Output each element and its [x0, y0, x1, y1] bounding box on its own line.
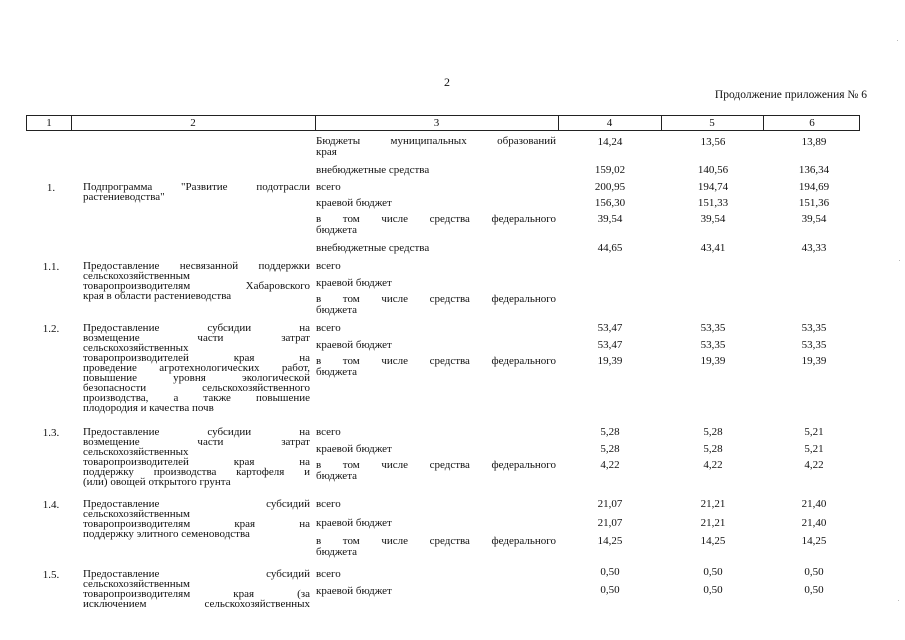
value-col-4: 39,54	[597, 213, 623, 225]
source-label: краевой бюджет	[316, 277, 392, 289]
value-col-6: 14,25	[801, 535, 827, 547]
value-col-5: 14,25	[700, 535, 726, 547]
source-label-cont: края	[316, 146, 337, 158]
value-col-4: 0,50	[600, 566, 620, 578]
value-col-6: 21,40	[801, 498, 827, 510]
value-col-5: 151,33	[697, 197, 729, 209]
value-col-5: 19,39	[700, 355, 726, 367]
value-col-6: 43,33	[801, 242, 827, 254]
source-label: всего	[316, 181, 341, 193]
value-col-6: 151,36	[798, 197, 830, 209]
value-col-6: 0,50	[804, 566, 824, 578]
value-col-6: 53,35	[801, 322, 827, 334]
source-label: всего	[316, 568, 341, 580]
item-name: Предоставление несвязанной поддержки сельскохозяйственным товаропроизводителям Хабаровского края в области растениеводства	[83, 260, 310, 302]
row-number: 1.4.	[42, 499, 60, 511]
value-col-6: 136,34	[798, 164, 830, 176]
value-col-4: 5,28	[600, 426, 620, 438]
header-col-2: 2	[190, 117, 196, 129]
source-label: в том числе средства федерального	[316, 535, 556, 547]
scan-speck	[898, 600, 899, 601]
source-label: в том числе средства федерального	[316, 459, 556, 471]
table-header	[26, 115, 860, 131]
page-number: 2	[444, 75, 450, 89]
scan-speck	[899, 260, 900, 261]
table-row	[316, 136, 556, 147]
continuation-label: Продолжение приложения № 6	[714, 89, 867, 101]
item-name: Предоставление субсидий сельскохозяйственным товаропроизводителям края на поддержку элитного семеноводства	[83, 498, 310, 540]
header-col-1: 1	[46, 117, 52, 129]
source-label: краевой бюджет	[316, 339, 392, 351]
item-name: Предоставление субсидии на возмещение части затрат сельскохозяйственных товаропроизводителей края на проведение агротехнологических работ, повышение уровня экологической безопасности сельскохозяйственного производства, а также повышение плодородия и качества почв	[83, 322, 310, 414]
header-col-4: 4	[606, 117, 613, 129]
source-label: всего	[316, 260, 341, 272]
source-label: в том числе средства федерального	[316, 355, 556, 367]
value-col-4: 21,07	[597, 498, 623, 510]
header-col-6: 6	[809, 117, 815, 129]
source-label: всего	[316, 498, 341, 510]
value-col-4: 53,47	[597, 322, 623, 334]
source-label: в том числе средства федерального	[316, 213, 556, 225]
value-col-4: 44,65	[597, 242, 623, 254]
header-col-5: 5	[709, 117, 715, 129]
row-number: 1.	[46, 182, 56, 194]
value-col-6: 39,54	[801, 213, 827, 225]
value-col-5: 21,21	[700, 517, 726, 529]
source-label: в том числе средства федерального	[316, 293, 556, 305]
source-label-cont: бюджета	[316, 304, 358, 316]
value-col-6: 0,50	[804, 584, 824, 596]
value-col-4: 4,22	[600, 459, 620, 471]
value-col-5: 4,22	[703, 459, 723, 471]
source-label: внебюджетные средства	[316, 164, 430, 176]
source-label: всего	[316, 322, 341, 334]
value-col-6: 4,22	[804, 459, 824, 471]
header-col-3: 3	[433, 117, 440, 129]
item-name: Предоставление субсидий сельскохозяйственным товаропроизводителям края (за исключением сельскохозяйственных	[83, 568, 310, 610]
value-col-5: 0,50	[703, 566, 723, 578]
value-col-4: 14,25	[597, 535, 623, 547]
value-col-4: 19,39	[597, 355, 623, 367]
row-number: 1.2.	[42, 323, 60, 335]
value-col-6: 194,69	[798, 181, 830, 193]
value-col-4: 200,95	[594, 181, 626, 193]
item-name: Предоставление субсидии на возмещение части затрат сельскохозяйственных товаропроизводителей края на поддержку производства картофеля и (или) овощей открытого грунта	[83, 426, 310, 488]
value-col-6: 19,39	[801, 355, 827, 367]
source-label: краевой бюджет	[316, 585, 392, 597]
value-col-6: 5,21	[804, 443, 824, 455]
source-label: внебюджетные средства	[316, 242, 430, 254]
source-label: всего	[316, 426, 341, 438]
value-col-4: 156,30	[594, 197, 626, 209]
value-col-6: 13,89	[801, 136, 827, 148]
value-col-5: 13,56	[700, 136, 726, 148]
value-col-6: 53,35	[801, 339, 827, 351]
row-number: 1.1.	[42, 261, 60, 273]
value-col-5: 39,54	[700, 213, 726, 225]
row-number: 1.3.	[42, 427, 60, 439]
value-col-4: 5,28	[600, 443, 620, 455]
value-col-5: 194,74	[697, 181, 729, 193]
scan-speck	[897, 40, 898, 41]
item-name: Подпрограмма "Развитие подотрасли растениеводства"	[83, 181, 310, 203]
row-number: 1.5.	[42, 569, 60, 581]
source-label-cont: бюджета	[316, 470, 358, 482]
value-col-5: 0,50	[703, 584, 723, 596]
value-col-5: 43,41	[700, 242, 726, 254]
source-label-cont: бюджета	[316, 224, 358, 236]
value-col-5: 5,28	[703, 426, 723, 438]
value-col-5: 53,35	[700, 339, 726, 351]
value-col-4: 21,07	[597, 517, 623, 529]
value-col-5: 53,35	[700, 322, 726, 334]
value-col-4: 53,47	[597, 339, 623, 351]
value-col-5: 5,28	[703, 443, 723, 455]
source-label: краевой бюджет	[316, 197, 392, 209]
value-col-5: 140,56	[697, 164, 729, 176]
source-label: краевой бюджет	[316, 517, 392, 529]
source-label-cont: бюджета	[316, 546, 358, 558]
source-label: Бюджеты муниципальных образований	[316, 135, 556, 147]
value-col-6: 21,40	[801, 517, 827, 529]
source-label-cont: бюджета	[316, 366, 358, 378]
value-col-5: 21,21	[700, 498, 726, 510]
source-label: краевой бюджет	[316, 443, 392, 455]
value-col-6: 5,21	[804, 426, 824, 438]
value-col-4: 159,02	[594, 164, 626, 176]
value-col-4: 14,24	[597, 136, 623, 148]
value-col-4: 0,50	[600, 584, 620, 596]
